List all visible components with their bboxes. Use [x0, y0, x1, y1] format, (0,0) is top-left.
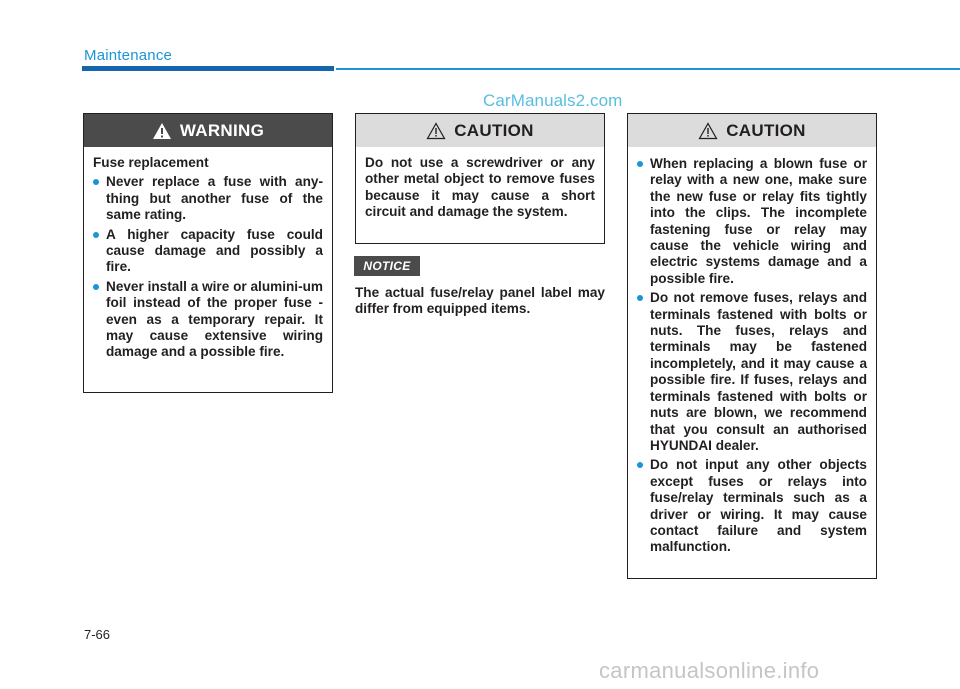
- caution-box-middle: [355, 113, 605, 244]
- warning-box: [83, 113, 333, 393]
- bullet-dot: [637, 295, 643, 301]
- caution-label: CAUTION: [726, 120, 806, 140]
- list-item: Do not input any other objects except fuses or relays into fuse/relay terminals such as a driver or wiring. It may cause contact failure and system malfunction.: [637, 457, 867, 555]
- list-item: A higher capacity fuse could cause damage and possibly a fire.: [93, 227, 323, 276]
- caution-body: [356, 147, 604, 231]
- bullet-dot: [93, 179, 99, 185]
- warning-bullet-list: [93, 174, 323, 360]
- watermark-bottom[interactable]: carmanualsonline.info: [599, 658, 820, 683]
- caution-header: [356, 114, 604, 147]
- list-item: Never install a wire or alumini-um foil instead of the proper fuse - even as a temporary repair. It may cause extensive wiring damage and a possible fire.: [93, 279, 323, 361]
- list-item: When replacing a blown fuse or relay with a new one, make sure the new fuse or relay fits tightly into the clips. The incomplete fastening fuse or relay may cause the vehicle wiring and electric systems damage and a possible fire.: [637, 156, 867, 287]
- bullet-dot: [637, 462, 643, 468]
- caution-triangle-icon: [426, 122, 446, 140]
- caution-text: Do not use a screwdriver or any other metal object to remove fuses because it may cause a short circuit and damage the system.: [365, 155, 595, 220]
- header-rule-thin: [336, 68, 960, 70]
- caution-label: CAUTION: [454, 120, 534, 140]
- notice-badge: NOTICE: [354, 256, 420, 276]
- bullet-dot: [637, 161, 643, 167]
- caution-header: [628, 114, 876, 147]
- caution-box-right: [627, 113, 877, 579]
- section-title: Maintenance: [84, 47, 173, 64]
- caution-triangle-icon: [698, 122, 718, 140]
- warning-intro: Fuse replacement: [93, 155, 209, 170]
- watermark-top[interactable]: CarManuals2.com: [483, 91, 623, 110]
- warning-body: [84, 147, 332, 374]
- bullet-dot: [93, 232, 99, 238]
- warning-header: [84, 114, 332, 147]
- caution-bullet-list: [637, 156, 867, 556]
- notice-text: The actual fuse/relay panel label may differ from equipped items.: [355, 285, 605, 317]
- page-number: 7-66: [84, 627, 111, 642]
- warning-label: WARNING: [179, 120, 265, 140]
- caution-body: [628, 147, 876, 569]
- bullet-dot: [93, 284, 99, 290]
- warning-triangle-icon: [152, 122, 172, 140]
- list-item: Never replace a fuse with any-thing but another fuse of the same rating.: [93, 174, 323, 223]
- list-item: Do not remove fuses, relays and terminals fastened with bolts or nuts. The fuses, relays and terminals may be fastened incompletely, and it may cause a possible fire. If fuses, relays and terminals fastened with bolts or nuts are blown, we recommend that you consult an authorised HYUNDAI dealer.: [637, 290, 867, 454]
- header-rule-thick: [82, 66, 334, 71]
